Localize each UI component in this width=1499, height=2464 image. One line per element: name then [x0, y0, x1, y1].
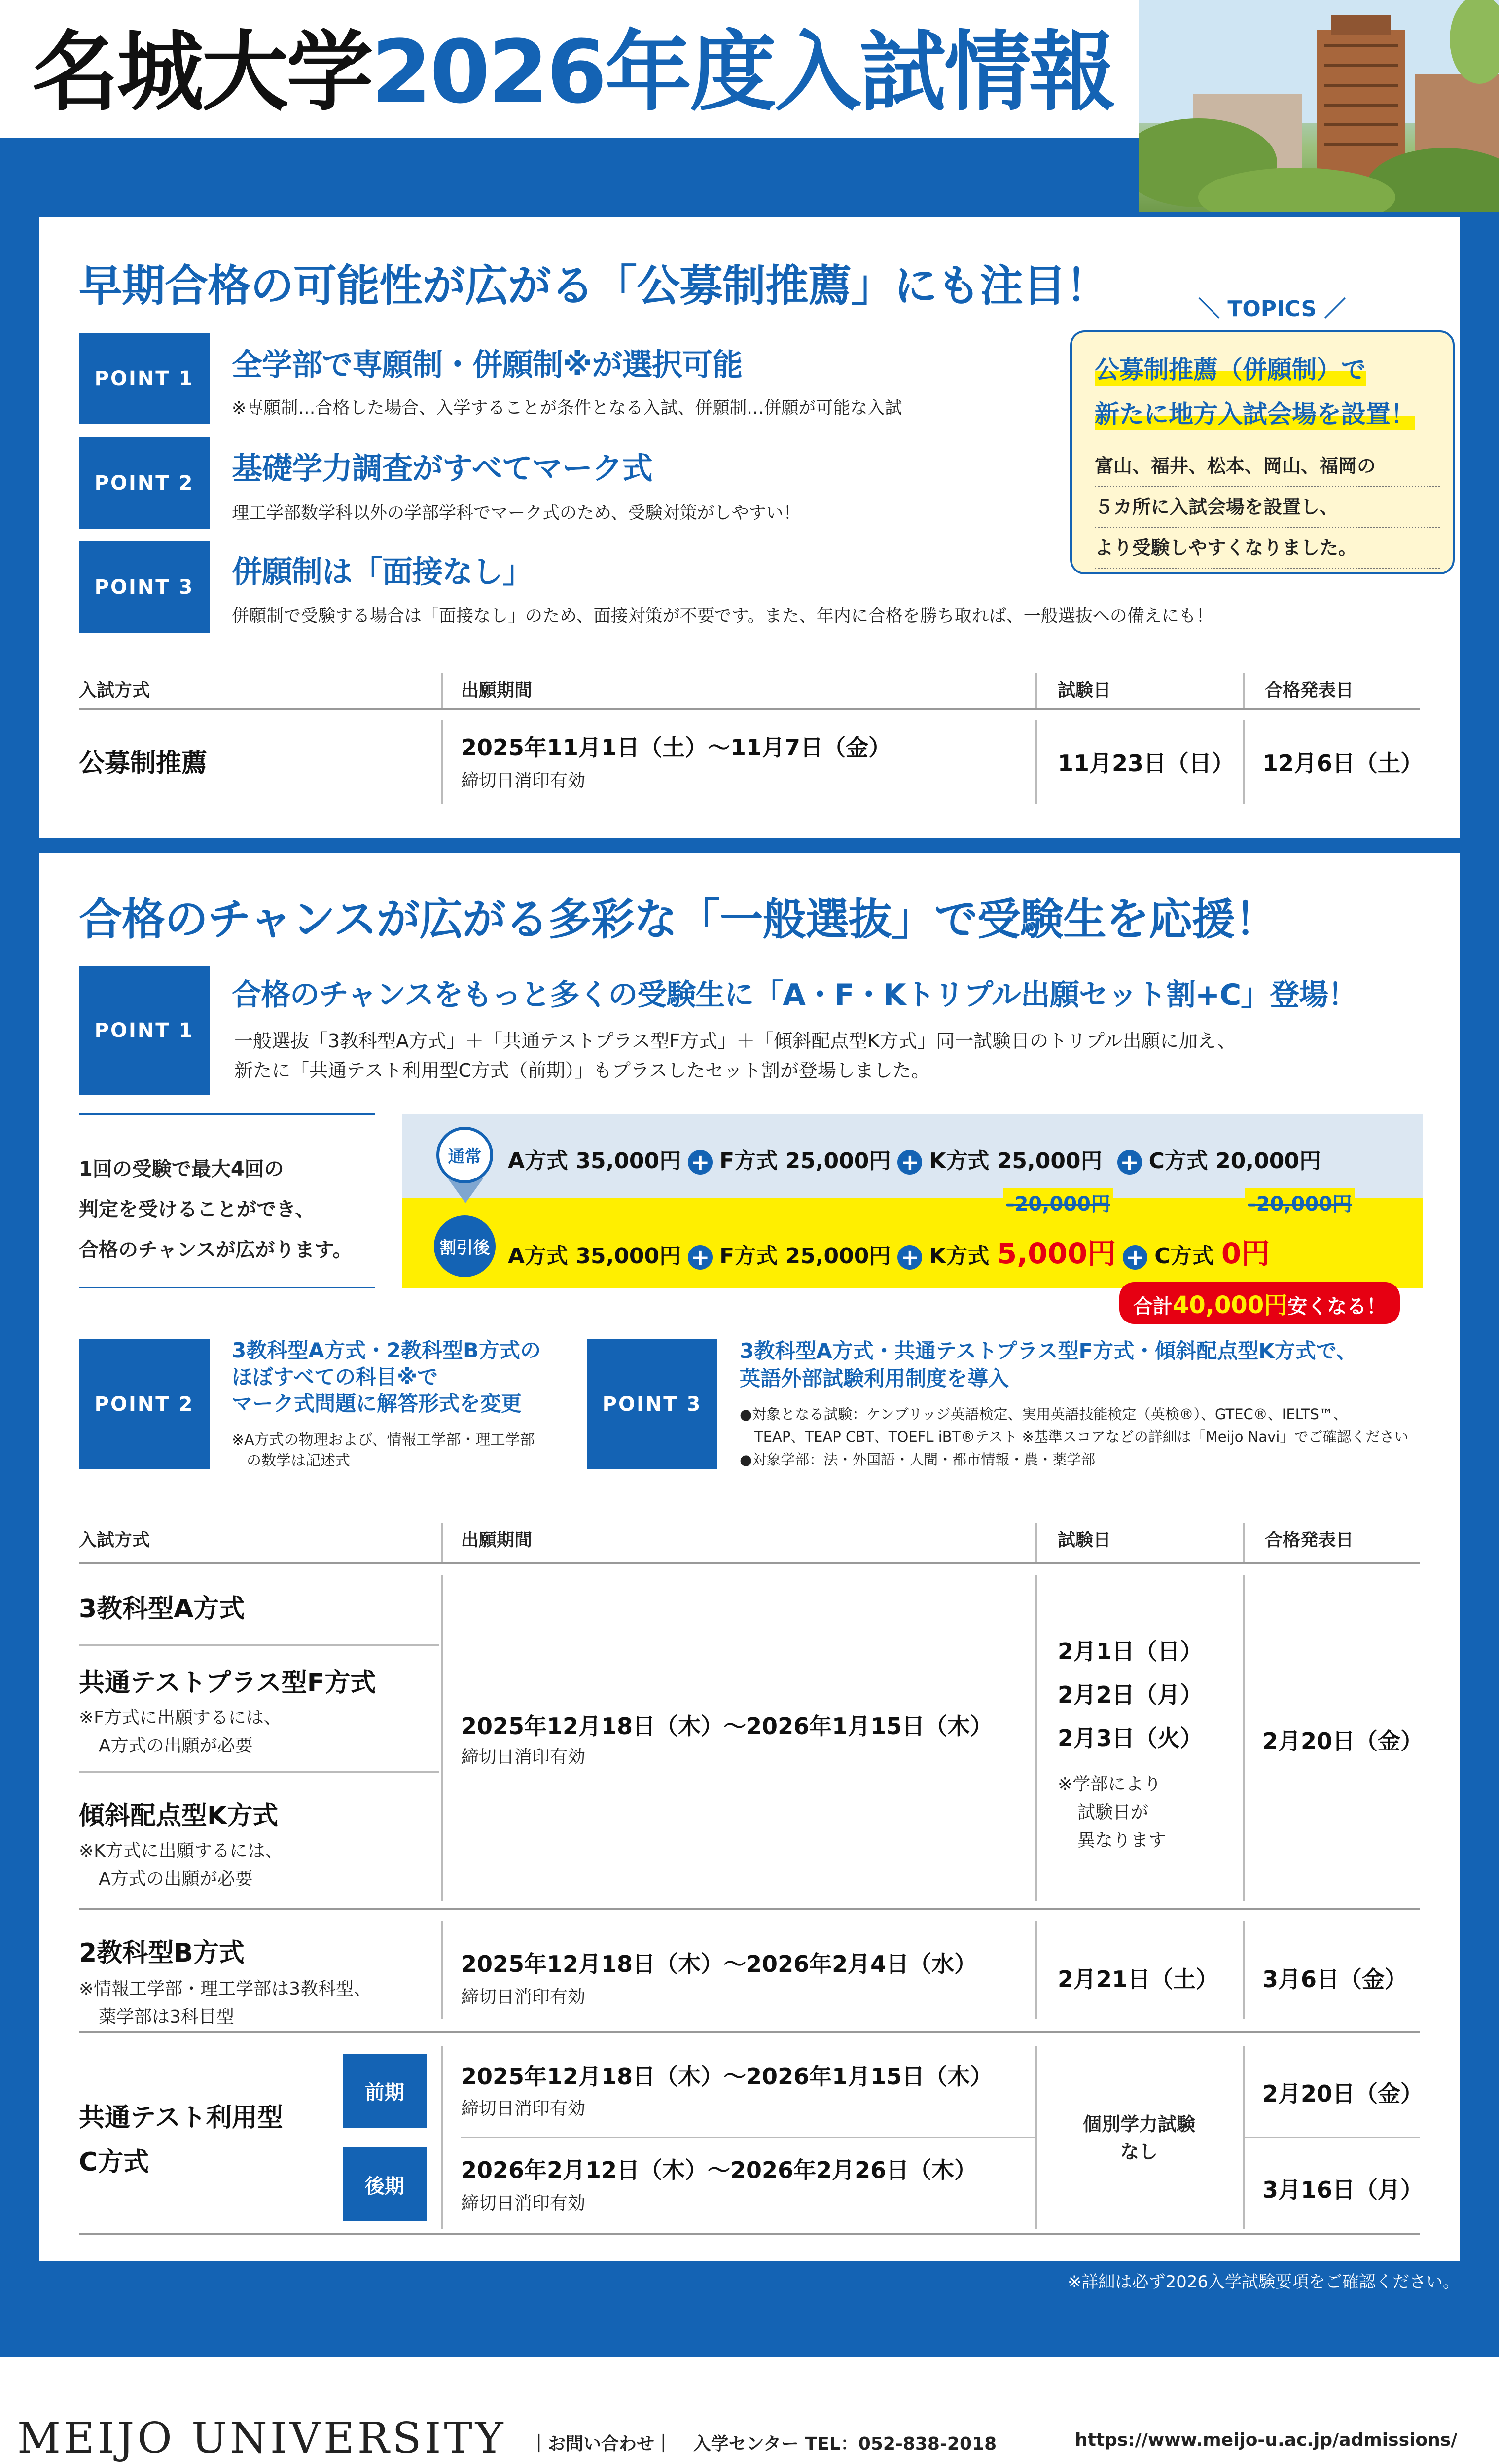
- method-b: 2教科型B方式: [79, 1938, 245, 1968]
- topics-label: ＼ TOPICS ／: [1198, 296, 1346, 321]
- divider: [1035, 1921, 1037, 2019]
- chance-line: 1回の受験で最大4回の: [79, 1158, 284, 1180]
- plus-icon: +: [897, 1150, 922, 1175]
- chance-rule: [79, 1113, 375, 1115]
- general-point-3-note-line: ●対象となる試験：ケンブリッジ英語検定、実用英語技能検定（英検®）、GTEC®、IELTS™、: [740, 1406, 1348, 1423]
- divider: [441, 720, 443, 804]
- c-late-tag: 後期: [343, 2147, 427, 2221]
- plus-icon: +: [897, 1245, 922, 1270]
- c-early-result: 2月20日（金）: [1262, 2080, 1424, 2107]
- table2-header-period: 出願期間: [461, 1530, 533, 1550]
- method-c-line: 共通テスト利用型: [79, 2103, 283, 2133]
- topics-body-line: ５カ所に入試会場を設置し、: [1095, 487, 1440, 528]
- divider: [441, 1575, 443, 1901]
- c-late-result: 3月16日（月）: [1262, 2177, 1424, 2203]
- table2-header-method: 入試方式: [79, 1530, 150, 1550]
- general-point-3-note-line: TEAP、TEAP CBT、TOEFL iBT®テスト ※基準スコアなどの詳細は「Meijo Navi」でご確認ください: [754, 1428, 1409, 1445]
- row-rule: [79, 2233, 1420, 2235]
- price-c-label: C方式: [1154, 1244, 1214, 1269]
- footer-contact: [530, 2430, 997, 2455]
- general-point-1-title: 合格のチャンスをもっと多くの受験生に「A・F・Kトリプル出願セット割+C」登場！: [232, 978, 1357, 1012]
- footer-center: 入学センター TEL：052-838-2018: [693, 2434, 997, 2454]
- point-1-title: 全学部で専願制・併願制※が選択可能: [232, 347, 743, 383]
- method-f-note: ※F方式に出願するには、: [79, 1708, 282, 1728]
- point-2-desc: 理工学部数学科以外の学部学科でマーク式のため、受験対策がしやすい！: [232, 503, 801, 523]
- chance-text: [79, 1149, 352, 1270]
- afk-exam-note-line: 試験日が: [1077, 1802, 1149, 1822]
- table1-header-exam: 試験日: [1058, 680, 1111, 701]
- normal-prices: [508, 1143, 1321, 1175]
- b-exam: 2月21日（土）: [1058, 1966, 1219, 1993]
- afk-exam-note-line: ※学部により: [1058, 1774, 1162, 1794]
- method-f: 共通テストプラス型F方式: [79, 1668, 376, 1698]
- point-1-desc: ※専願制…合格した場合、入学することが条件となる入試、併願制…併願が可能な入試: [232, 398, 902, 418]
- c-early-period: 2025年12月18日（木）～2026年1月15日（木）: [461, 2063, 993, 2090]
- price-c-normal: C方式 20,000円: [1148, 1148, 1321, 1174]
- chance-rule: [79, 1287, 375, 1288]
- plus-icon: +: [1123, 1245, 1147, 1270]
- method-k-note: A方式の出願が必要: [99, 1869, 253, 1889]
- general-point-2-line: 3教科型A方式・2教科型B方式の: [232, 1338, 541, 1362]
- afk-period-note: 締切日消印有効: [461, 1747, 586, 1767]
- university-logo: MEIJO UNIVERSITY: [17, 2414, 506, 2463]
- method-c: [79, 2096, 283, 2184]
- divider: [1243, 1921, 1245, 2019]
- general-point-3-line: 3教科型A方式・共通テストプラス型F方式・傾斜配点型K方式で、: [740, 1339, 1357, 1363]
- c-exam-line: なし: [1120, 2141, 1158, 2163]
- table1-period-note: 締切日消印有効: [461, 771, 586, 791]
- table1-header-method: 入試方式: [79, 680, 150, 701]
- divider: [441, 1921, 443, 2019]
- row-rule: [79, 1908, 1420, 1910]
- row-rule: [79, 1771, 439, 1773]
- footer-contact-label: ｜お問い合わせ｜: [530, 2434, 673, 2454]
- price-k-normal: K方式 25,000円: [929, 1148, 1103, 1174]
- divider: [1035, 1575, 1037, 1901]
- point-2-title: 基礎学力調査がすべてマーク式: [232, 450, 652, 486]
- footnote: ※詳細は必ず2026入学試験要項をご確認ください。: [1067, 2272, 1460, 2292]
- general-point-3-title: [740, 1337, 1357, 1393]
- total-savings-badge: 合計40,000円安くなる！: [1119, 1282, 1400, 1324]
- footer-url[interactable]: https://www.meijo-u.ac.jp/admissions/: [1075, 2430, 1458, 2450]
- row-rule: [1243, 2137, 1420, 2138]
- table1-exam: 11月23日（日）: [1058, 750, 1235, 777]
- normal-badge: 通常: [436, 1127, 493, 1183]
- chance-line: 判定を受けることができ、: [79, 1198, 315, 1221]
- table1-period: 2025年11月1日（土）～11月7日（金）: [461, 734, 892, 761]
- price-a-normal: A方式 35,000円: [508, 1148, 681, 1174]
- general-point-2-note: [232, 1430, 535, 1471]
- table2-header-result: 合格発表日: [1265, 1530, 1354, 1550]
- general-point-3-note-line: ●対象学部：法・外国語・人間・都市情報・農・薬学部: [740, 1451, 1096, 1468]
- method-c-line: C方式: [79, 2147, 149, 2177]
- afk-exam-dates: [1058, 1630, 1203, 1760]
- topics-body-line: より受験しやすくなりました。: [1095, 528, 1440, 569]
- general-point-2-tag: POINT 2: [79, 1339, 210, 1469]
- method-k: 傾斜配点型K方式: [79, 1801, 279, 1831]
- topics-headline-1: 公募制推薦（併願制）で: [1095, 350, 1366, 386]
- afk-exam-note: [1058, 1770, 1166, 1855]
- price-k-label: K方式: [929, 1244, 990, 1269]
- divider: [1243, 673, 1245, 708]
- divider: [1243, 1523, 1245, 1562]
- divider: [1035, 720, 1037, 804]
- general-point-1-desc: 一般選抜「3教科型A方式」＋「共通テストプラス型F方式」＋「傾斜配点型K方式」同一試験日のトリプル出願に加え、: [234, 1030, 1236, 1052]
- point-3-desc: 併願制で受験する場合は「面接なし」のため、面接対策が不要です。また、年内に合格を勝ち取れば、一般選抜への備えにも！: [232, 607, 1213, 626]
- topics-body: [1095, 446, 1440, 569]
- plus-icon: +: [1117, 1150, 1142, 1175]
- method-f-note: A方式の出願が必要: [99, 1736, 253, 1756]
- b-result: 3月6日（金）: [1262, 1966, 1408, 1993]
- table2-header-exam: 試験日: [1058, 1530, 1111, 1550]
- divider: [441, 1523, 443, 1562]
- b-period: 2025年12月18日（木）～2026年2月4日（水）: [461, 1951, 977, 1977]
- general-point-3-tag: POINT 3: [587, 1339, 717, 1469]
- c-late-period: 2026年2月12日（木）～2026年2月26日（木）: [461, 2157, 977, 2183]
- afk-exam-date: 2月1日（日）: [1058, 1638, 1203, 1665]
- divider: [441, 673, 443, 708]
- row-rule: [461, 2137, 1035, 2138]
- table1-header-rule: [79, 708, 1420, 710]
- campus-photo: [1139, 0, 1499, 212]
- price-f-normal: F方式 25,000円: [719, 1148, 891, 1174]
- divider: [1035, 1523, 1037, 1562]
- divider: [441, 2046, 443, 2229]
- c-early-tag: 前期: [343, 2054, 427, 2128]
- general-point-2-line: ほぼすべての科目※で: [232, 1365, 438, 1389]
- method-b-note: ※情報工学部・理工学部は3教科型、: [79, 1979, 372, 1999]
- method-a: 3教科型A方式: [79, 1594, 245, 1624]
- afk-exam-date: 2月3日（火）: [1058, 1725, 1203, 1751]
- general-point-3-line: 英語外部試験利用制度を導入: [740, 1366, 1009, 1391]
- table2-header-rule: [79, 1562, 1420, 1564]
- recommendation-heading: 早期合格の可能性が広がる「公募制推薦」にも注目！: [79, 260, 1109, 311]
- plus-icon: +: [688, 1150, 713, 1175]
- general-heading: 合格のチャンスが広がる多彩な「一般選抜」で受験生を応援！: [79, 894, 1278, 945]
- afk-exam-note-line: 異なります: [1077, 1830, 1167, 1851]
- divider: [1243, 1575, 1245, 1901]
- price-c-after: 0円: [1221, 1237, 1270, 1270]
- topics-headline-2: 新たに地方入試会場を設置！: [1095, 394, 1415, 430]
- c-exam: [1035, 2110, 1243, 2166]
- general-point-2-line: マーク式問題に解答形式を変更: [232, 1392, 522, 1416]
- c-early-period-note: 締切日消印有効: [461, 2099, 586, 2119]
- divider: [1243, 720, 1245, 804]
- table1-header-period: 出願期間: [461, 680, 533, 701]
- divider: [1035, 673, 1037, 708]
- point-1-tag: POINT 1: [79, 333, 210, 424]
- c-exam-line: 個別学力試験: [1082, 2113, 1195, 2135]
- point-2-tag: POINT 2: [79, 437, 210, 529]
- general-point-2-note-line: ※A方式の物理および、情報工学部・理工学部: [232, 1431, 535, 1449]
- point-3-tag: POINT 3: [79, 541, 210, 633]
- general-point-1-tag: POINT 1: [79, 966, 210, 1095]
- point-3-title: 併願制は「面接なし」: [232, 554, 533, 590]
- afk-result: 2月20日（金）: [1262, 1728, 1424, 1754]
- table1-header-result: 合格発表日: [1265, 680, 1354, 701]
- general-point-3-notes: [740, 1403, 1408, 1471]
- discount-badge: 割引後: [434, 1215, 496, 1277]
- price-k-after: 5,000円: [997, 1237, 1116, 1270]
- topics-body-line: 富山、福井、松本、岡山、福岡の: [1095, 446, 1440, 487]
- general-point-1-desc: 新たに「共通テスト利用型C方式（前期）」もプラスしたセット割が登場しました。: [234, 1060, 930, 1081]
- method-b-note: 薬学部は3科目型: [99, 2007, 234, 2027]
- page-title: 名城大学2026年度入試情報: [32, 22, 1114, 123]
- c-late-period-note: 締切日消印有効: [461, 2193, 586, 2214]
- table1-method: 公募制推薦: [79, 749, 208, 778]
- price-a-after: A方式 35,000円: [508, 1244, 681, 1269]
- general-point-2-title: [232, 1337, 541, 1417]
- afk-exam-date: 2月2日（月）: [1058, 1681, 1203, 1708]
- discount-tag-k: -20,000円: [1003, 1188, 1113, 1216]
- afk-period: 2025年12月18日（木）～2026年1月15日（木）: [461, 1713, 993, 1740]
- discount-prices: [508, 1230, 1270, 1272]
- plus-icon: +: [688, 1245, 713, 1270]
- discount-tag-c: -20,000円: [1245, 1188, 1355, 1216]
- row-rule: [79, 2031, 1420, 2033]
- price-f-after: F方式 25,000円: [719, 1244, 891, 1269]
- row-rule: [79, 1644, 439, 1646]
- chance-line: 合格のチャンスが広がります。: [79, 1239, 353, 1261]
- method-k-note: ※K方式に出願するには、: [79, 1841, 283, 1861]
- b-period-note: 締切日消印有効: [461, 1987, 586, 2007]
- general-point-2-note-line: の数学は記述式: [247, 1452, 350, 1469]
- table1-result: 12月6日（土）: [1262, 750, 1424, 777]
